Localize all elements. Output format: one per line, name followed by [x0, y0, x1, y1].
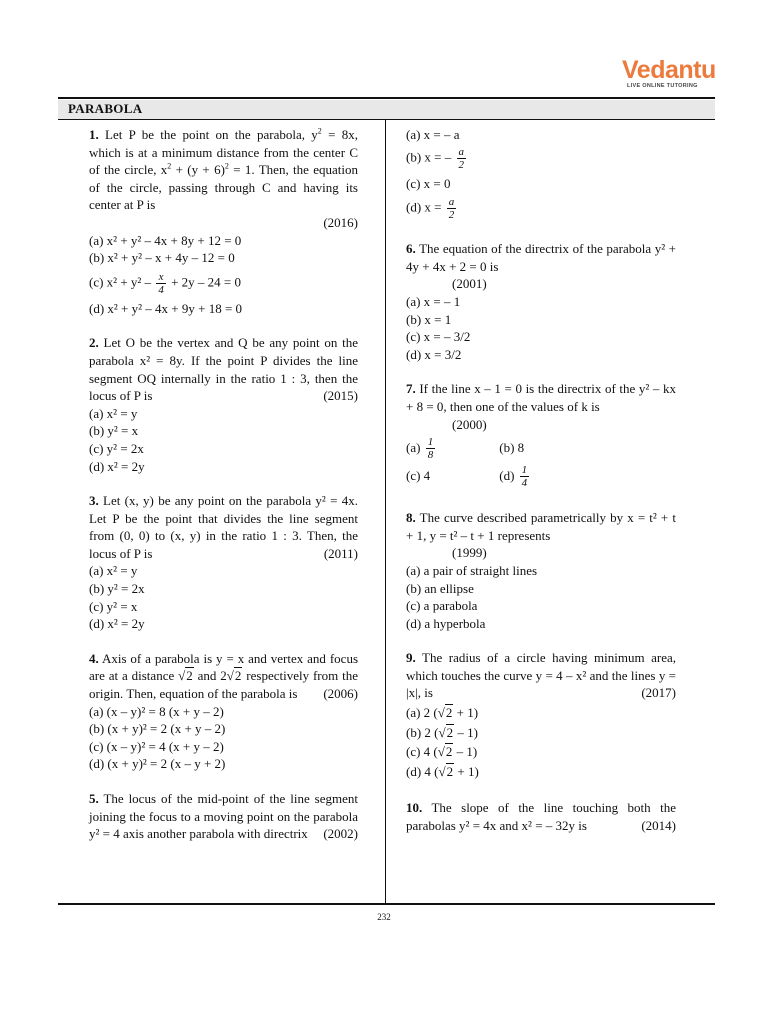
question-number: 8.	[406, 510, 416, 526]
option-d: (d) x² + y² – 4x + 9y + 18 = 0	[89, 300, 243, 316]
fraction: $\frac{1}{4}$	[521, 464, 528, 490]
square-root: √2	[438, 724, 454, 740]
section-header-band	[58, 100, 715, 119]
vedantu-logo	[622, 56, 722, 92]
bottom-rule	[58, 903, 715, 905]
question-year: (2011)	[323, 545, 358, 561]
question-year: (2017)	[641, 685, 676, 701]
square-root: √2	[226, 668, 242, 684]
option-b: (b) x = – $\frac{a}{2}$	[406, 145, 464, 171]
question-number: 9.	[406, 650, 416, 666]
question-10: 10. The slope of the line touching both the parabolas y² = 4x and x² = – 32y is (2014)	[406, 800, 676, 834]
option-a: (a) x = – 1	[406, 293, 461, 309]
question-5-options	[406, 126, 676, 221]
option-d: (d) x = $\frac{a}{2}$	[406, 196, 455, 222]
option-a: (a) x = – a	[406, 127, 460, 142]
square-root: √2	[437, 705, 453, 721]
option-b: (b) 8	[499, 439, 525, 455]
option-c: (c) y² = x	[89, 598, 138, 614]
question-number: 10.	[406, 800, 423, 816]
option-b: (b) y² = x	[89, 423, 139, 439]
square-root: √2	[437, 744, 453, 760]
question-year: (2015)	[323, 388, 358, 404]
question-year: (2001)	[452, 276, 487, 292]
question-4: 4. Axis of a parabola is y = x and vertex and focus are at a distance √2 and 2√2 respectively from the origin. Then, equation of the parabola is (2006) (a) (x – y)² = 8 (x + y – 2) (b) (x + y)² = 2 (x + y – 2) (c) (x – y)² = 4 (x + y – 2) (d) (x + y)² = 2 (x – y + 2)	[89, 650, 358, 772]
logo-tagline: LIVE ONLINE TUTORING	[627, 83, 698, 89]
left-column	[89, 126, 358, 843]
question-number: 5.	[89, 791, 99, 806]
question-1: 1. Let P be the point on the parabola, $y^2 = 8x$, which is at a minimum distance from the center C of the circle, $x^2 + (y + 6)^2 = 1$. Then, the equation of the circle, passing through C and having its center at P is (2016) (a) x² + y² – 4x + 8y + 12 = 0 (b) x² + y² – x + 4y – 12 = 0 (c) x² + y² – $\frac{x}{4}$ + 2y – 24 = 0 (d) x² + y² – 4x + 9y + 18 = 0	[89, 126, 358, 316]
question-number: 2.	[89, 335, 99, 351]
option-b: (b) an ellipse	[406, 580, 474, 596]
question-year: (2014)	[641, 818, 676, 834]
fraction: $\frac{a}{2}$	[448, 196, 455, 222]
question-3: 3. Let (x, y) be any point on the parabola y² = 4x. Let P be the point that divides the line segment from (0, 0) to (x, y) in the ratio 1 : 3. Then, the locus of P is (2011) (a) x² = y (b) y² = 2x (c) y² = x (d) x² = 2y	[89, 493, 358, 632]
option-b: (b) x² + y² – x + 4y – 12 = 0	[89, 250, 235, 266]
top-rule	[58, 97, 715, 99]
question-number: 4.	[89, 650, 99, 666]
question-year: (2006)	[323, 686, 358, 702]
square-root: √2	[178, 668, 193, 684]
section-title: PARABOLA	[68, 101, 143, 116]
right-column	[406, 126, 676, 835]
option-d: (d) 4 (√2 + 1)	[406, 763, 479, 779]
option-d: (d) x² = 2y	[89, 458, 145, 474]
question-2: 2. Let O be the vertex and Q be any point on the parabola x² = 8y. If the point P divides the line segment OQ internally in the ratio 1 : 3, then the locus of P is (2015) (a) x² = y (b) y² = x (c) y² = 2x (d) x² = 2y	[89, 335, 358, 474]
fraction: $\frac{x}{4}$	[158, 270, 164, 296]
option-d: (d) x² = 2y	[89, 616, 145, 632]
option-d: (d) a hyperbola	[406, 615, 486, 631]
logo-wordmark: Vedantu	[622, 56, 716, 84]
option-b: (b) 2 (√2 – 1)	[406, 724, 478, 740]
option-c: (c) a parabola	[406, 598, 478, 614]
option-a: (a) (x – y)² = 8 (x + y – 2)	[89, 703, 224, 719]
question-7: 7. If the line x – 1 = 0 is the directrix of the y² – kx + 8 = 0, then one of the values of k is (2000) (a) $\frac{1}{8}$ (b) 8 (c) 4 (d) $\frac{1}{4}$	[406, 381, 676, 490]
option-d: (d) $\frac{1}{4}$	[499, 464, 528, 490]
option-a: (a) x² = y	[89, 563, 138, 579]
option-a: (a) x² = y	[89, 405, 138, 421]
option-a: (a) 2 (√2 + 1)	[406, 705, 479, 721]
option-c: (c) x = – 3/2	[406, 329, 471, 345]
header-rule	[58, 119, 715, 120]
option-a: (a) x² + y² – 4x + 8y + 12 = 0	[89, 232, 242, 248]
option-b: (b) (x + y)² = 2 (x + y – 2)	[89, 721, 226, 737]
option-c: (c) 4	[406, 467, 431, 483]
option-c: (c) y² = 2x	[89, 440, 144, 456]
option-b: (b) x = 1	[406, 311, 452, 327]
question-number: 6.	[406, 241, 416, 257]
column-divider	[385, 120, 386, 903]
question-6: 6. The equation of the directrix of the parabola y² + 4y + 4x + 2 = 0 is (2001) (a) x = – 1 (b) x = 1 (c) x = – 3/2 (d) x = 3/2	[406, 241, 676, 362]
fraction: $\frac{1}{8}$	[427, 436, 434, 462]
option-c: (c) x² + y² – $\frac{x}{4}$ + 2y – 24 = 0	[89, 270, 241, 296]
option-c: (c) x = 0	[406, 175, 451, 191]
question-year: (2002)	[323, 826, 358, 842]
option-b: (b) y² = 2x	[89, 581, 145, 597]
option-a: (a) $\frac{1}{8}$	[406, 436, 434, 462]
question-year: (2016)	[323, 214, 358, 230]
option-c: (c) 4 (√2 – 1)	[406, 744, 478, 760]
fraction: $\frac{a}{2}$	[458, 145, 464, 171]
question-number: 7.	[406, 381, 416, 397]
question-9: 9. The radius of a circle having minimum area, which touches the curve y = 4 – x² and the lines y = |x|, is (2017) (a) 2 (√2 + 1) (b) 2 (√2 – 1) (c) 4 (√2 – 1) (d) 4 (√2 + 1)	[406, 650, 676, 779]
question-year: (1999)	[452, 545, 487, 561]
option-a: (a) a pair of straight lines	[406, 562, 538, 578]
question-5: 5. The locus of the mid-point of the line segment joining the focus to a moving point on the parabola y² = 4 axis another parabola with directrix (2002)	[89, 791, 358, 842]
question-8: 8. The curve described parametrically by x = t² + t + 1, y = t² – t + 1 represents (1999) (a) a pair of straight lines (b) an ellipse (c) a parabola (d) a hyperbola	[406, 510, 676, 631]
question-year: (2000)	[452, 416, 487, 432]
page-number: 232	[377, 912, 391, 922]
square-root: √2	[438, 763, 454, 779]
option-d: (d) (x + y)² = 2 (x – y + 2)	[89, 756, 226, 772]
question-number: 3.	[89, 493, 99, 509]
question-number: 1.	[89, 127, 99, 142]
option-c: (c) (x – y)² = 4 (x + y – 2)	[89, 738, 224, 754]
option-d: (d) x = 3/2	[406, 346, 462, 362]
